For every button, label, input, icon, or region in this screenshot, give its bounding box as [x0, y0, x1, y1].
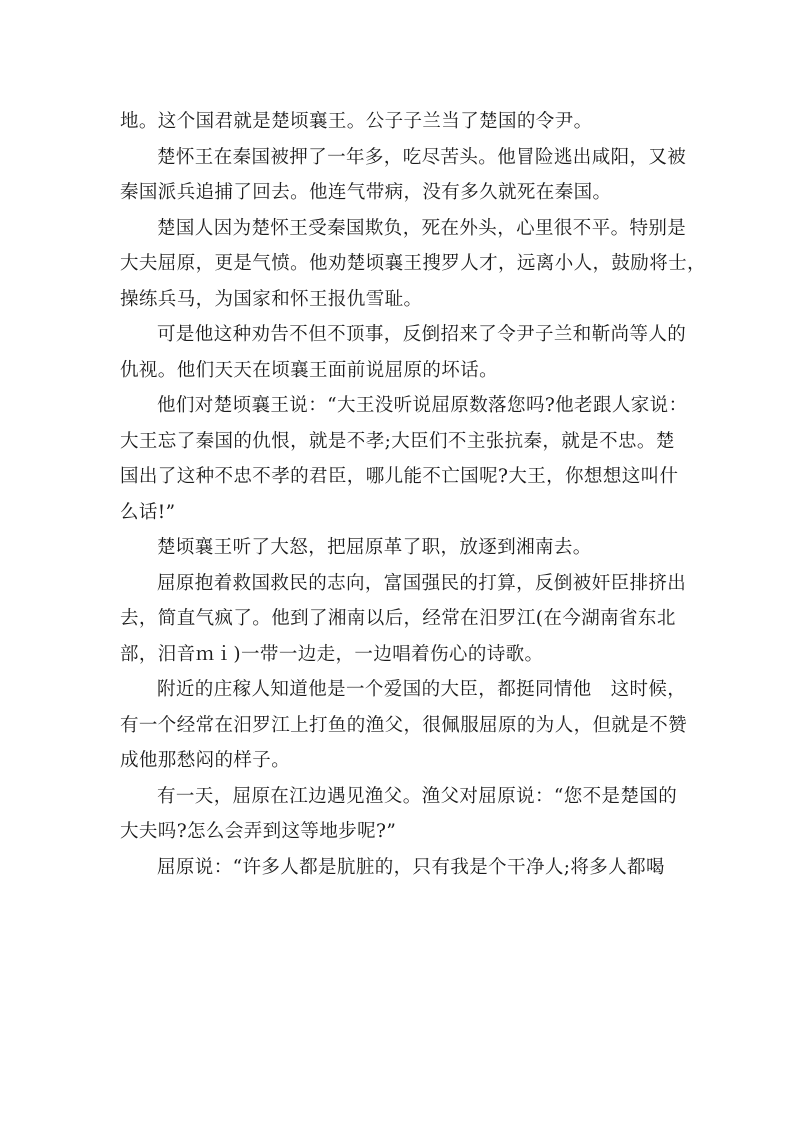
- text-line: 他们对楚顷襄王说：“大王没听说屈原数落您吗?他老跟人家说：: [157, 395, 688, 416]
- text-line: 秦国派兵追捕了回去。他连气带病，没有多久就死在秦国。: [120, 182, 612, 203]
- text-line: 国出了这种不忠不孝的君臣，哪儿能不亡国呢?大王，你想想这叫什: [120, 466, 679, 487]
- text-line: 有一天，屈原在江边遇见渔父。渔父对屈原说：“您不是楚国的: [157, 785, 678, 807]
- text-line: 有一个经常在汨罗江上打鱼的渔父，很佩服屈原的为人，但就是不赞: [120, 714, 688, 736]
- text-line: 大夫吗?怎么会弄到这等地步呢?”: [120, 821, 397, 842]
- text-line: 成他那愁闷的样子。: [120, 750, 291, 771]
- text-line: 楚顷襄王听了大怒，把屈原革了职，放逐到湘南去。: [157, 537, 592, 558]
- text-line: 附近的庄稼人知道他是一个爱国的大臣，都挺同情他 这时候，: [157, 679, 687, 700]
- text-line: 地。这个国君就是楚顷襄王。公子子兰当了楚国的令尹。: [120, 111, 593, 132]
- text-line: 楚怀王在秦国被押了一年多，吃尽苦头。他冒险逃出咸阳，又被: [157, 146, 687, 168]
- text-line: 操练兵马，为国家和怀王报仇雪耻。: [120, 288, 423, 310]
- text-line: 大王忘了秦国的仇恨，就是不孝;大臣们不主张抗秦，就是不忠。楚: [120, 430, 675, 452]
- text-line: 大夫屈原，更是气愤。他劝楚顷襄王搜罗人才，远离小人，鼓励将士，: [120, 253, 706, 274]
- text-line: 可是他这种劝告不但不顶事，反倒招来了令尹子兰和靳尚等人的: [157, 324, 687, 345]
- text-body: [120, 104, 706, 885]
- text-line: 屈原说：“许多人都是肮脏的，只有我是个干净人;将多人都喝: [157, 856, 665, 878]
- text-line: 部，汨音ｍｉ)一带一边走，一边唱着伤心的诗歌。: [120, 643, 544, 665]
- text-line: 楚国人因为楚怀王受秦国欺负，死在外头，心里很不平。特别是: [157, 217, 687, 239]
- text-line: 屈原抱着救国救民的志向，富国强民的打算，反倒被奸臣排挤出: [157, 572, 687, 594]
- text-line: 么话!”: [120, 501, 176, 523]
- text-line: 去，简直气疯了。他到了湘南以后，经常在汨罗江(在今湖南省东北: [120, 608, 676, 629]
- text-line: 仇视。他们天天在顷襄王面前说屈原的坏话。: [120, 359, 499, 381]
